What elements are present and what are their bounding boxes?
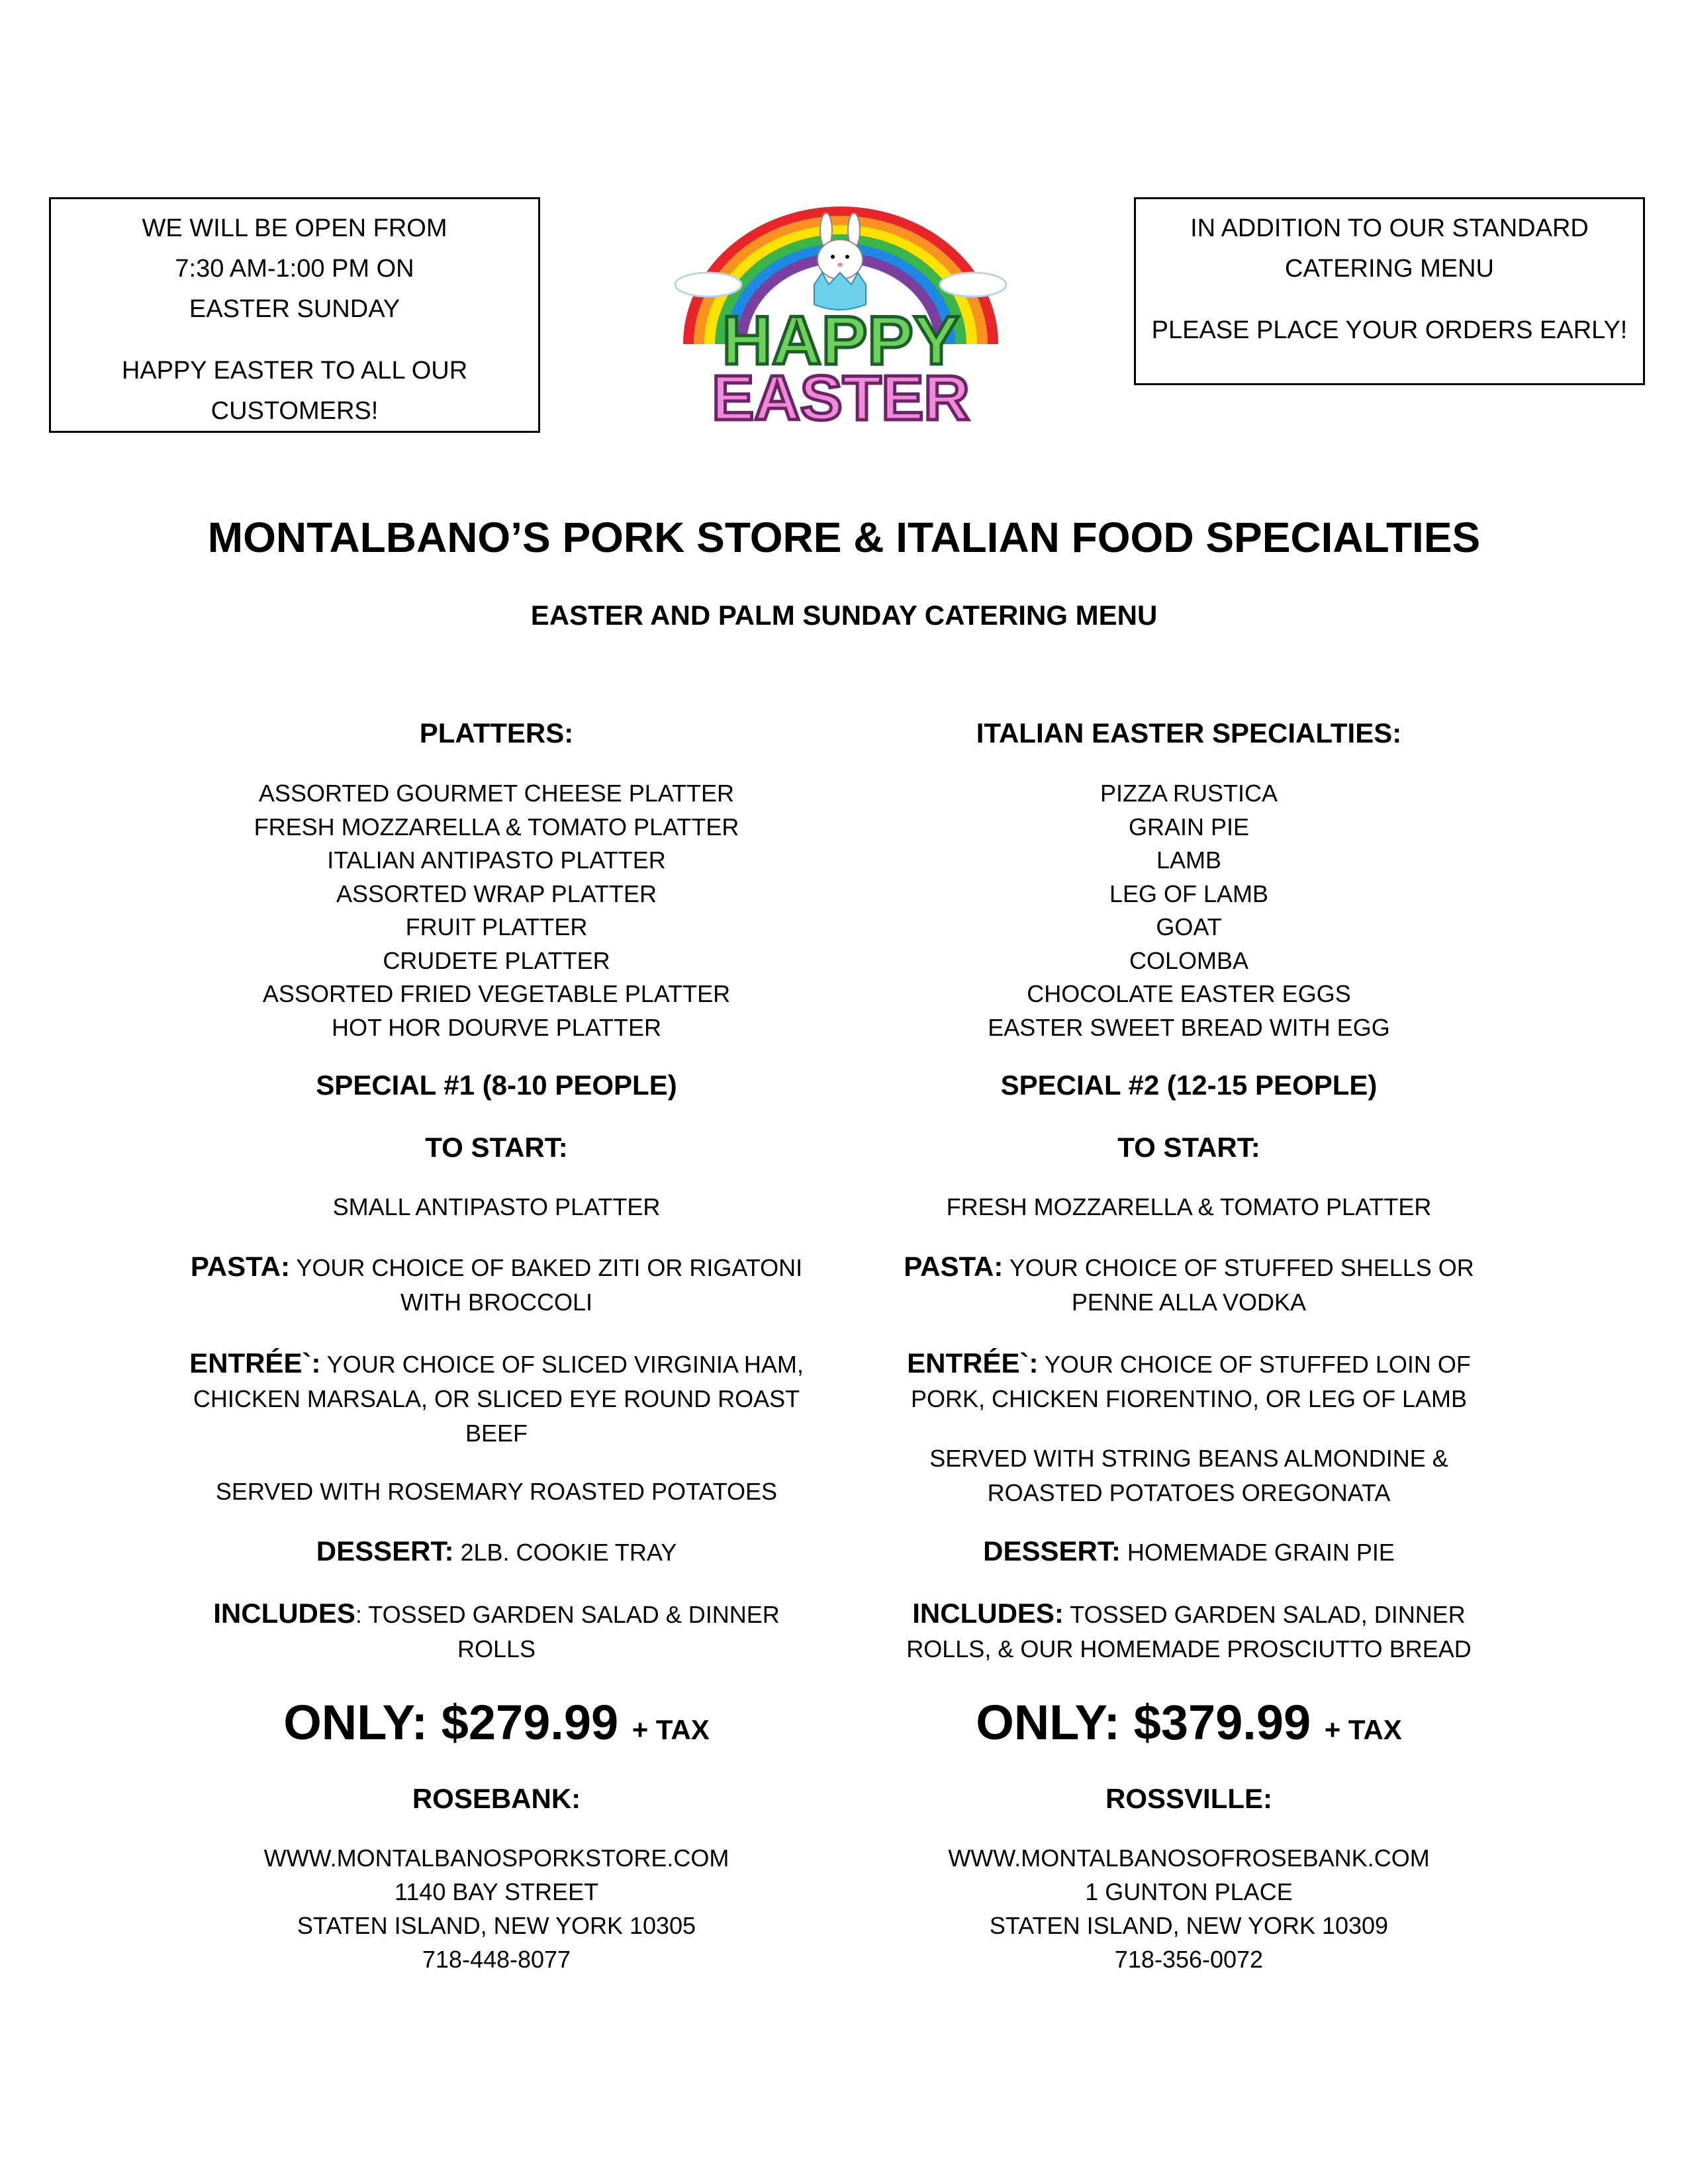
special-1-heading: SPECIAL #1 (8-10 PEOPLE) (316, 1069, 677, 1101)
served-with: SERVED WITH ROSEMARY ROASTED POTATOES (215, 1478, 778, 1505)
hours-notice-box (49, 197, 540, 433)
city-state-zip: STATEN ISLAND, NEW YORK 10309 (989, 1912, 1389, 1939)
served-text: SERVED WITH STRING BEANS ALMONDINE & (929, 1445, 1448, 1472)
entree-label: ENTRÉE`: (189, 1347, 321, 1379)
to-start-heading: TO START: (425, 1132, 568, 1163)
includes-option (858, 1596, 1520, 1666)
entree-text: PORK, CHICKEN FIORENTINO, OR LEG OF LAMB (910, 1385, 1468, 1412)
list-item: FRESH MOZZARELLA & TOMATO PLATTER (254, 813, 739, 841)
includes-text: ROLLS, & OUR HOMEMADE PROSCIUTTO BREAD (906, 1635, 1472, 1662)
list-item: CRUDETE PLATTER (383, 946, 610, 974)
hours-line: WE WILL BE OPEN FROM (142, 214, 447, 242)
page-title: MONTALBANO’S PORK STORE & ITALIAN FOOD SPECIALTIES (207, 514, 1481, 561)
entree-text: CHICKEN MARSALA, OR SLICED EYE ROUND ROAST (193, 1385, 800, 1412)
price-line (858, 1693, 1520, 1760)
served-text: ROASTED POTATOES OREGONATA (987, 1479, 1391, 1506)
specialties-heading: ITALIAN EASTER SPECIALTIES: (976, 717, 1402, 749)
platters-heading: PLATTERS: (419, 717, 574, 749)
specialties-list (858, 777, 1520, 1044)
entree-text: BEEF (465, 1420, 528, 1447)
served-with (858, 1441, 1520, 1510)
start-item: FRESH MOZZARELLA & TOMATO PLATTER (946, 1193, 1432, 1220)
list-item: ASSORTED WRAP PLATTER (336, 880, 657, 907)
address-block (858, 1841, 1520, 1976)
entree-text: YOUR CHOICE OF STUFFED LOIN OF (1044, 1351, 1471, 1378)
pasta-text: WITH BROCCOLI (400, 1289, 592, 1316)
phone-number: 718-448-8077 (422, 1946, 571, 1973)
street-address: 1 GUNTON PLACE (1085, 1878, 1293, 1905)
list-item: LEG OF LAMB (1109, 880, 1269, 907)
pasta-label: PASTA: (190, 1251, 290, 1282)
entree-option (858, 1346, 1520, 1416)
logo-word-happy: HAPPY (722, 302, 960, 379)
menu-subtitle: EASTER AND PALM SUNDAY CATERING MENU (530, 600, 1158, 631)
entree-label: ENTRÉE`: (907, 1347, 1039, 1379)
pasta-text: YOUR CHOICE OF STUFFED SHELLS OR (1009, 1254, 1474, 1281)
list-item: PIZZA RUSTICA (1100, 780, 1278, 807)
street-address: 1140 BAY STREET (394, 1878, 599, 1905)
hours-line: EASTER SUNDAY (189, 295, 400, 323)
dessert-label: DESSERT: (983, 1535, 1121, 1567)
notice-line: PLEASE PLACE YOUR ORDERS EARLY! (1151, 316, 1628, 344)
tax-label: + TAX (1324, 1714, 1402, 1745)
includes-text: ROLLS (457, 1635, 536, 1662)
pasta-option (165, 1250, 827, 1320)
entree-text: YOUR CHOICE OF SLICED VIRGINIA HAM, (326, 1351, 804, 1378)
city-state-zip: STATEN ISLAND, NEW YORK 10305 (297, 1912, 696, 1939)
pasta-option (858, 1250, 1520, 1320)
greeting-line: HAPPY EASTER TO ALL OUR (121, 357, 468, 385)
list-item: ASSORTED GOURMET CHEESE PLATTER (258, 780, 735, 807)
platters-list (165, 777, 827, 1044)
location-heading: ROSSVILLE: (1105, 1783, 1273, 1814)
tax-label: + TAX (632, 1714, 710, 1745)
dessert-option (858, 1534, 1520, 1570)
dessert-option (165, 1534, 827, 1570)
list-item: LAMB (1156, 846, 1222, 874)
notice-line: CATERING MENU (1285, 255, 1494, 283)
pasta-text: PENNE ALLA VODKA (1071, 1289, 1307, 1316)
list-item: ASSORTED FRIED VEGETABLE PLATTER (262, 980, 731, 1007)
website-link[interactable]: WWW.MONTALBANOSPORKSTORE.COM (263, 1844, 729, 1872)
includes-label: INCLUDES: (912, 1598, 1064, 1629)
phone-number: 718-356-0072 (1114, 1946, 1264, 1973)
pasta-text: YOUR CHOICE OF BAKED ZITI OR RIGATONI (296, 1254, 803, 1281)
special-2-heading: SPECIAL #2 (12-15 PEOPLE) (1000, 1069, 1378, 1101)
website-link[interactable]: WWW.MONTALBANOSOFROSEBANK.COM (948, 1844, 1430, 1872)
price-line (165, 1693, 827, 1760)
to-start-heading: TO START: (1117, 1132, 1260, 1163)
start-item: SMALL ANTIPASTO PLATTER (332, 1193, 661, 1220)
list-item: FRUIT PLATTER (405, 913, 588, 940)
includes-label: INCLUDES (213, 1598, 355, 1629)
list-item: COLOMBA (1129, 946, 1249, 974)
includes-text: : TOSSED GARDEN SALAD & DINNER (355, 1601, 780, 1628)
dessert-label: DESSERT: (316, 1535, 454, 1567)
price: ONLY: $379.99 (976, 1695, 1311, 1750)
list-item: GRAIN PIE (1128, 813, 1250, 841)
includes-text: TOSSED GARDEN SALAD, DINNER (1070, 1601, 1466, 1628)
location-heading: ROSEBANK: (412, 1783, 581, 1814)
hours-line: 7:30 AM-1:00 PM ON (175, 255, 414, 283)
address-block (165, 1841, 827, 1976)
dessert-text: 2LB. COOKIE TRAY (460, 1539, 677, 1566)
dessert-text: HOMEMADE GRAIN PIE (1127, 1539, 1395, 1566)
pasta-label: PASTA: (904, 1251, 1004, 1282)
list-item: CHOCOLATE EASTER EGGS (1027, 980, 1351, 1007)
list-item: GOAT (1156, 913, 1222, 940)
entree-option (165, 1346, 827, 1451)
price: ONLY: $279.99 (283, 1695, 619, 1750)
includes-option (165, 1596, 827, 1666)
list-item: HOT HOR DOURVE PLATTER (331, 1013, 662, 1041)
orders-notice-box (1134, 197, 1645, 385)
greeting-line: CUSTOMERS! (211, 397, 379, 425)
logo-word-easter: EASTER (712, 363, 970, 424)
notice-line: IN ADDITION TO OUR STANDARD (1190, 214, 1589, 242)
list-item: ITALIAN ANTIPASTO PLATTER (327, 846, 666, 874)
happy-easter-logo (655, 199, 1026, 424)
list-item: EASTER SWEET BREAD WITH EGG (988, 1013, 1390, 1041)
